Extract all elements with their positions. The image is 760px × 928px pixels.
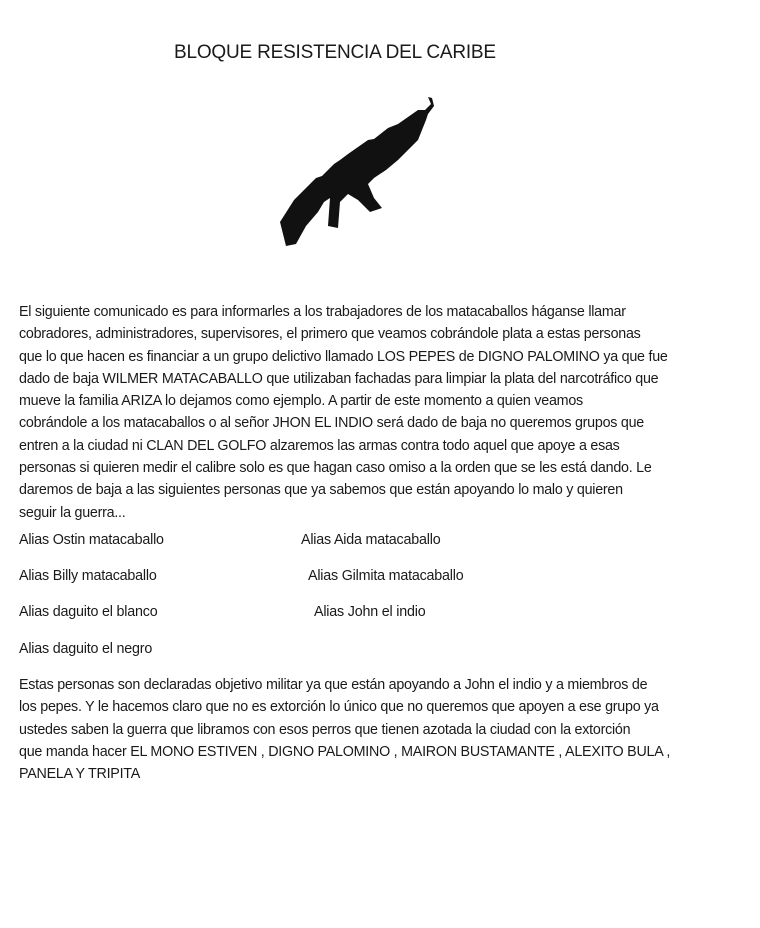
paragraph-conclusion: [19, 674, 670, 785]
document-title: BLOQUE RESISTENCIA DEL CARIBE: [174, 42, 496, 63]
text-line: personas si quieren medir el calibre solo es que hagan caso omiso a la orden que se les está dando. Le: [19, 460, 652, 477]
text-line: dado de baja WILMER MATACABALLO que utilizaban fachadas para limpiar la plata del narcotráfico que: [19, 370, 659, 387]
text-line: seguir la guerra...: [19, 504, 126, 521]
text-line: daremos de baja a las siguientes personas que ya sabemos que están apoyando lo malo y quieren: [19, 482, 623, 499]
alias-item: Alias Aida matacaballo: [301, 532, 441, 548]
paragraph-intro: [19, 301, 668, 524]
text-line: mueve la familia ARIZA lo dejamos como ejemplo. A partir de este momento a quien veamos: [19, 393, 583, 410]
text-line: Estas personas son declaradas objetivo militar ya que están apoyando a John el indio y a miembros de: [19, 677, 648, 693]
text-line: ustedes saben la guerra que libramos con esos perros que tienen azotada la ciudad con la extorción: [19, 721, 631, 738]
text-line: que manda hacer EL MONO ESTIVEN , DIGNO PALOMINO , MAIRON BUSTAMANTE , ALEXITO BULA ,: [19, 743, 671, 760]
text-line: El siguiente comunicado es para informarles a los trabajadores de los matacaballos háganse llamar: [19, 304, 626, 320]
alias-item: Alias Billy matacaballo: [19, 568, 157, 584]
text-line: cobrándole a los matacaballos o al señor JHON EL INDIO será dado de baja no queremos grupos que: [19, 415, 645, 432]
text-line: que lo que hacen es financiar a un grupo delictivo llamado LOS PEPES de DIGNO PALOMINO ya que fue: [19, 348, 668, 365]
alias-item: Alias Gilmita matacaballo: [308, 568, 464, 584]
alias-item: Alias Ostin matacaballo: [19, 532, 164, 548]
alias-item: Alias daguito el blanco: [19, 604, 158, 620]
text-line: entren a la ciudad ni CLAN DEL GOLFO alzaremos las armas contra todo aquel que apoye a esas: [19, 437, 620, 454]
text-line: cobradores, administradores, supervisores, el primero que veamos cobrándole plata a estas personas: [19, 326, 641, 343]
alias-item: Alias daguito el negro: [19, 641, 153, 657]
text-line: PANELA Y TRIPITA: [19, 766, 141, 783]
text-line: los pepes. Y le hacemos claro que no es extorción lo único que no queremos que apoyen a ese grupo ya: [19, 699, 659, 716]
rifle-icon: [278, 94, 438, 250]
alias-item: Alias John el indio: [314, 604, 426, 620]
